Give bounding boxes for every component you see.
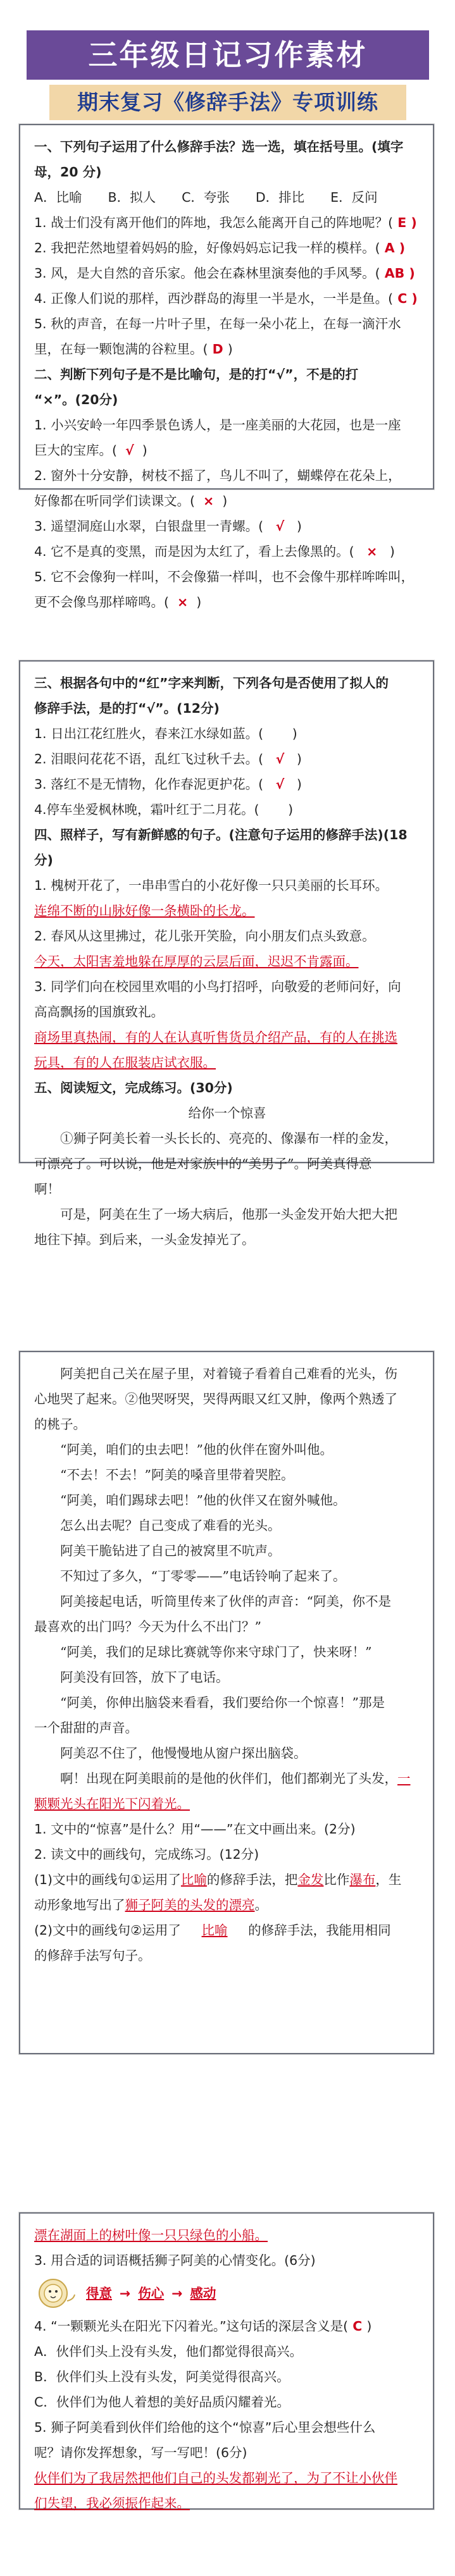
question-2-2: (2)文中的画线句②运用了 比喻 的修辞手法，我能用相同	[34, 1923, 391, 1938]
lion-icon	[34, 2276, 78, 2311]
story-line: 阿美忍不住了，他慢慢地从窗户探出脑袋。	[60, 1746, 307, 1761]
section2-item: 2. 窗外十分安静，树枝不摇了，鸟儿不叫了，蝴蝶停在花朵上，	[34, 468, 401, 483]
section3-item: 3. 落红不是无情物，化作春泥更护花。( √ )	[34, 777, 302, 792]
story-line: 不知过了多久，“丁零零——”电话铃响了起来了。	[60, 1568, 346, 1584]
section4-heading-line1: 四、照样子，写有新鲜感的句子。(注意句子运用的修辞手法)(18	[34, 827, 408, 842]
arrow-icon: →	[120, 2286, 131, 2301]
answer-2-2: 漂在湖面上的树叶像一只只绿色的小船。	[34, 2228, 268, 2243]
story-paragraph: 可是，阿美在生了一场大病后，他那一头金发开始大把大把	[60, 1207, 397, 1222]
story-line: “不去！不去！”阿美的嗓音里带着哭腔。	[60, 1467, 294, 1482]
answer-5a: 伙伴们为了我居然把他们自己的头发都剃光了，为了不让小伙伴	[34, 2470, 397, 2486]
story-line: 阿美把自己关在屋子里，对着镜子看着自己难看的光头，伤	[60, 1366, 397, 1381]
answer-5b: 们失望，我必须振作起来。	[34, 2496, 190, 2511]
question-2: 2. 读文中的画线句，完成练习。(12分)	[34, 1847, 259, 1862]
section1-item: 1. 战士们没有离开他们的阵地，我怎么能离开自己的阵地呢？( E )	[34, 215, 417, 230]
arrow-icon: →	[171, 2286, 183, 2301]
section4-example-1: 1. 槐树开花了，一串串雪白的小花好像一只只美丽的长耳环。	[34, 878, 389, 893]
question-1: 1. 文中的“惊喜”是什么？用“——”在文中画出来。(2分)	[34, 1821, 356, 1837]
question-4-option: B．伙伴们头上没有头发，阿美觉得很高兴。	[34, 2369, 290, 2384]
mood-3: 感动	[190, 2286, 216, 2301]
section1-heading-line2: 母，20 分)	[34, 164, 102, 180]
section4-answer-2: 今天，太阳害羞地躲在厚厚的云层后面，迟迟不肯露面。	[34, 954, 359, 969]
mood-chain	[34, 2273, 420, 2314]
section3-item: 4.停车坐爱枫林晚，霜叶红于二月花。( )	[34, 802, 294, 817]
page-subtitle: 期末复习《修辞手法》专项训练	[49, 85, 406, 120]
section4-heading-line2: 分)	[34, 853, 53, 868]
section2-item: 5. 它不会像狗一样叫，不会像猫一样叫，也不会像牛那样哞哞叫，	[34, 569, 414, 584]
story-line: 的桃子。	[34, 1417, 86, 1432]
question-3: 3. 用合适的词语概括狮子阿美的心情变化。(6分)	[34, 2253, 316, 2268]
question-4: 4. “一颗颗光头在阳光下闪着光。”这句话的深层含义是( C )	[34, 2319, 372, 2334]
section2-item: 1. 小兴安岭一年四季景色诱人，是一座美丽的大花园，也是一座	[34, 417, 401, 433]
story-line: “阿美，咱们的虫去吧！”他的伙伴在窗外叫他。	[60, 1442, 333, 1457]
section3-item: 1. 日出江花红胜火，春来江水绿如蓝。( )	[34, 726, 297, 741]
section1-options: A．比喻 B．拟人 C．夸张 D．排比 E．反问	[34, 190, 378, 205]
story-line: 阿美接起电话，听筒里传来了伙伴的声音：“阿美，你不是	[60, 1594, 391, 1609]
section4-answer-1: 连绵不断的山脉好像一条横卧的长龙。	[34, 903, 255, 918]
story-line: 阿美没有回答，放下了电话。	[60, 1670, 229, 1685]
card-story-continued	[19, 1351, 434, 2054]
story-line: “阿美，你伸出脑袋来看看，我们要给你一个惊喜！”那是	[60, 1695, 385, 1710]
section5-heading: 五、阅读短文，完成练习。(30分)	[34, 1080, 233, 1095]
section4-example-3b: 高高飘扬的国旗致礼。	[34, 1004, 164, 1020]
story-line-underlined: 啊！出现在阿美眼前的是他的伙伴们，他们都剃光了头发，一	[60, 1771, 411, 1786]
section3-item: 2. 泪眼问花花不语，乱红飞过秋千去。( √ )	[34, 751, 302, 767]
story-line: 怎么出去呢？自己变成了难看的光头。	[60, 1518, 281, 1533]
card-questions-end	[19, 2212, 434, 2510]
section2-item: 3. 遥望洞庭山水翠，白银盘里一青螺。( √ )	[34, 519, 302, 534]
story-paragraph: 地往下掉。到后来，一头金发掉光了。	[34, 1232, 255, 1247]
question-2-1-cont: 动形象地写出了狮子阿美的头发的漂亮。	[34, 1897, 268, 1913]
section1-item: 2. 我把茫然地望着妈妈的脸，好像妈妈忘记我一样的模样。( A )	[34, 240, 406, 256]
story-line: 一个甜甜的声音。	[34, 1720, 138, 1735]
story-line: 最喜欢的出门吗？今天为什么不出门？”	[34, 1619, 261, 1634]
story-line: 阿美干脆钻进了自己的被窝里不吭声。	[60, 1543, 281, 1558]
section2-item: 4. 它不是真的变黑，而是因为太红了，看上去像黑的。( × )	[34, 544, 395, 559]
section3-heading-line1: 三、根据各句中的“红”字来判断，下列各句是否使用了拟人的	[34, 675, 389, 691]
story-paragraph: ①狮子阿美长着一头长长的、亮亮的、像瀑布一样的金发，	[60, 1131, 397, 1146]
card-section-3-5	[19, 660, 434, 1247]
section1-heading-line1: 一、下列句子运用了什么修辞手法？选一选，填在括号里。(填字	[34, 139, 404, 154]
section1-item: 3. 风，是大自然的音乐家。他会在森林里演奏他的手风琴。( AB )	[34, 266, 415, 281]
story-paragraph: 啊！	[34, 1181, 60, 1197]
story-title: 给你一个惊喜	[188, 1106, 266, 1121]
story-line: “阿美，咱们踢球去吧！”他的伙伴又在窗外喊他。	[60, 1493, 346, 1508]
section4-example-3a: 3. 同学们向在校园里欢唱的小鸟打招呼，向敬爱的老师问好，向	[34, 979, 401, 994]
question-2-1: (1)文中的画线句①运用了比喻的修辞手法，把金发比作瀑布，生	[34, 1872, 402, 1887]
mood-2: 伤心	[138, 2286, 165, 2301]
page-title: 三年级日记习作素材	[27, 30, 429, 80]
question-5-cont: 呢？请你发挥想象，写一写吧！(6分)	[34, 2445, 247, 2460]
section4-answer-3a: 商场里真热闹，有的人在认真听售货员介绍产品，有的人在挑选	[34, 1030, 397, 1045]
story-paragraph: 可漂亮了。可以说，他是对家族中的“美男子”。阿美真得意	[34, 1156, 372, 1171]
section3-heading-line2: 修辞手法，是的打“√”。(12分)	[34, 701, 220, 716]
section1-item: 4. 正像人们说的那样，西沙群岛的海里一半是水，一半是鱼。( C )	[34, 291, 418, 306]
question-2-2-cont: 的修辞手法写句子。	[34, 1948, 151, 1963]
question-4-option: C．伙伴们为他人着想的美好品质闪耀着光。	[34, 2394, 290, 2410]
section4-example-2: 2. 春风从这里拂过，花儿张开笑脸，向小朋友们点头致意。	[34, 928, 375, 944]
section2-item: 好像都在听同学们读课文。( × )	[34, 493, 228, 508]
section2-heading-line1: 二、判断下列句子是不是比喻句，是的打“√”，不是的打	[34, 367, 359, 382]
story-line: 心地哭了起来。②他哭呀哭，哭得两眼又红又肿，像两个熟透了	[34, 1391, 397, 1407]
story-line-underlined: 颗颗光头在阳光下闪着光。	[34, 1796, 190, 1811]
section1-item: 里，在每一颗饱满的谷粒里。( D )	[34, 342, 233, 357]
section4-answer-3b: 玩具，有的人在服装店试衣服。	[34, 1055, 216, 1070]
section1-item: 5. 秋的声音，在每一片叶子里，在每一朵小花上，在每一滴汗水	[34, 316, 401, 331]
section2-item: 巨大的宝库。( √ )	[34, 443, 147, 458]
story-line: “阿美，我们的足球比赛就等你来守球门了，快来呀！”	[60, 1644, 372, 1660]
mood-1: 得意	[86, 2286, 112, 2301]
question-5: 5. 狮子阿美看到伙伴们给他的这个“惊喜”后心里会想些什么	[34, 2420, 376, 2435]
card-section-1-2	[19, 124, 434, 610]
section2-item: 更不会像鸟那样啼鸣。( × )	[34, 595, 202, 610]
section2-heading-line2: “×”。(20分)	[34, 392, 118, 407]
question-4-option: A．伙伴们头上没有头发，他们都觉得很高兴。	[34, 2344, 303, 2359]
